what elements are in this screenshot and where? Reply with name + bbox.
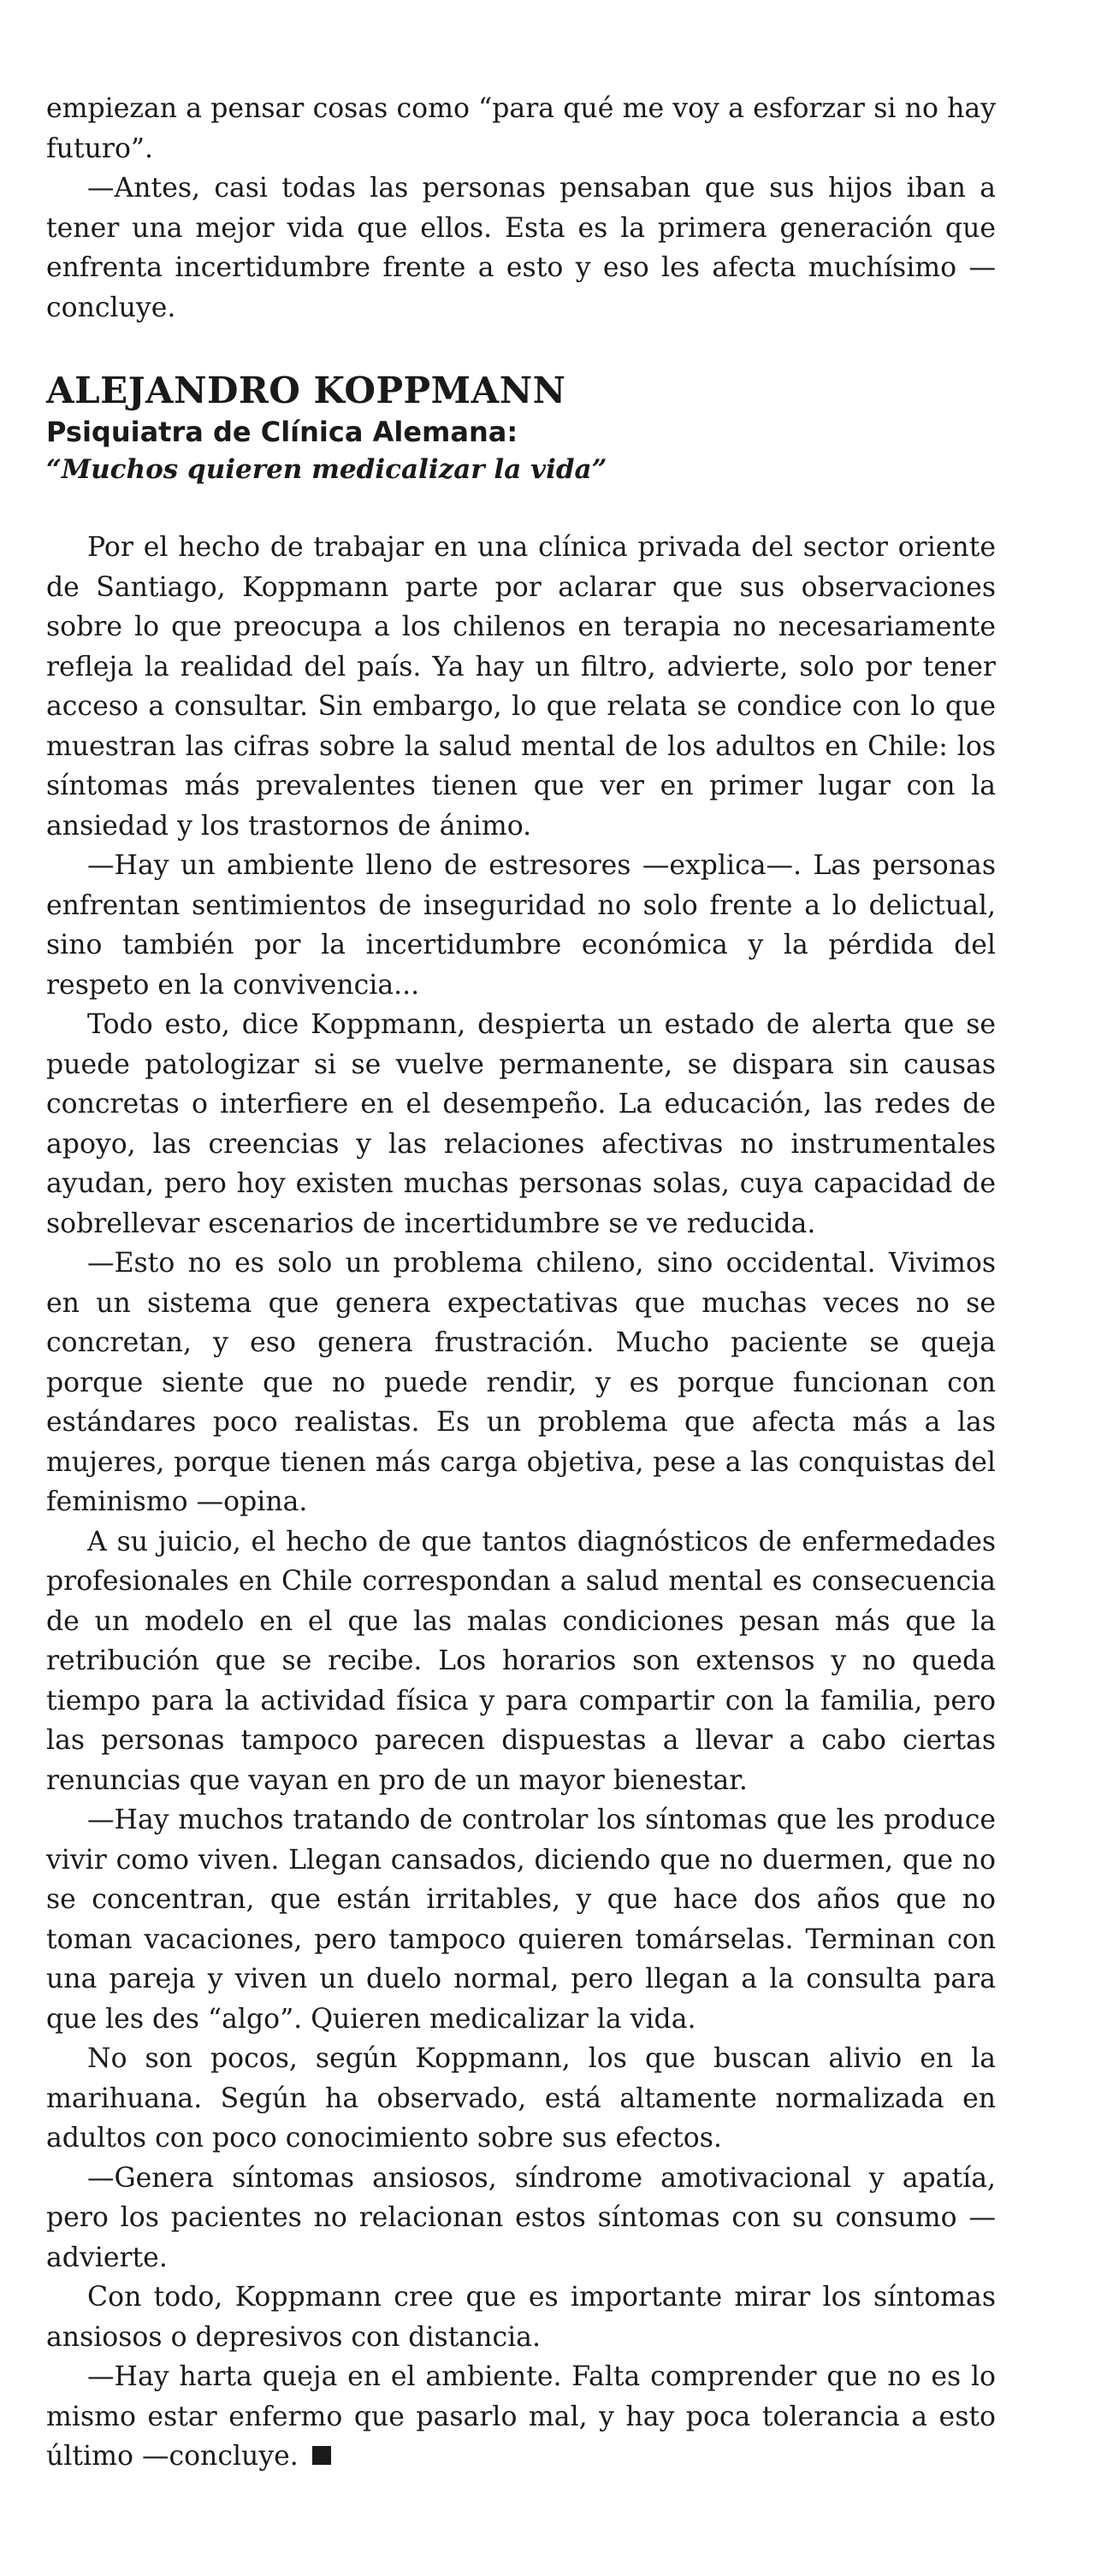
section-header — [46, 369, 996, 488]
end-of-article-square-icon — [312, 2446, 331, 2465]
intro-paragraph: empiezan a pensar cosas como “para qué me voy a esforzar si no hay futuro”. — [46, 93, 996, 164]
intro-paragraph: —Antes, casi todas las personas pensaban que sus hijos iban a tener una mejor vida que ellos. Esta es la primera generación que enfrenta incertidumbre frente a esto y eso les afecta muchísimo —concluye. — [46, 173, 996, 323]
interviewee-role: Psiquiatra de Clínica Alemana: — [46, 416, 518, 448]
body-paragraph: —Esto no es solo un problema chileno, sino occidental. Vivimos en un sistema que genera expectativas que muchas veces no se concretan, y eso genera frustración. Mucho paciente se queja porque siente que no puede rendir, y es porque funcionan con estándares poco realistas. Es un problema que afecta más a las mujeres, porque tienen más carga objetiva, pese a las conquistas del feminismo —opina. — [46, 1248, 996, 1517]
body-paragraph: Por el hecho de trabajar en una clínica privada del sector oriente de Santiago, Koppmann parte por aclarar que sus observaciones sobre lo que preocupa a los chilenos en terapia no necesariamente refleja la realidad del país. Ya hay un filtro, advierte, solo por tener acceso a consultar. Sin embargo, lo que relata se condice con lo que muestran las cifras sobre la salud mental de los adultos en Chile: los síntomas más prevalentes tienen que ver en primer lugar con la ansiedad y los trastornos de ánimo. — [46, 532, 996, 842]
article-page — [46, 89, 996, 2477]
body-paragraph: —Hay muchos tratando de controlar los síntomas que les produce vivir como viven. Llegan cansados, diciendo que no duermen, que no se concentran, que están irritables, y que hace dos años que no toman vacaciones, pero tampoco quieren tomárselas. Terminan con una pareja y viven un duelo normal, pero llegan a la consulta para que les des “algo”. Quieren medicalizar la vida. — [46, 1805, 996, 2035]
section-quote: “Muchos quieren medicalizar la vida” — [46, 454, 607, 485]
closing-paragraph — [46, 2357, 996, 2477]
interviewee-name: ALEJANDRO KOPPMANN — [46, 369, 566, 411]
body-paragraph: Con todo, Koppmann cree que es importante mirar los síntomas ansiosos o depresivos con distancia. — [46, 2282, 996, 2353]
body-paragraph: —Hay un ambiente lleno de estresores —explica—. Las personas enfrentan sentimientos de inseguridad no solo frente a lo delictual, sino también por la incertidumbre económica y la pérdida del respeto en la convivencia... — [46, 850, 996, 1001]
body-paragraph: Todo esto, dice Koppmann, despierta un estado de alerta que se puede patologizar si se vuelve permanente, se dispara sin causas concretas o interfiere en el desempeño. La educación, las redes de apoyo, las creencias y las relaciones afectivas no instrumentales ayudan, pero hoy existen muchas personas solas, cuya capacidad de sobrellevar escenarios de incertidumbre se ve reducida. — [46, 1009, 996, 1239]
body-paragraph: —Genera síntomas ansiosos, síndrome amotivacional y apatía, pero los pacientes no relacionan estos síntomas con su consumo —advierte. — [46, 2162, 996, 2273]
body-paragraph: A su juicio, el hecho de que tantos diagnósticos de enfermedades profesionales en Chile correspondan a salud mental es consecuencia de un modelo en el que las malas condiciones pesan más que la retribución que se recibe. Los horarios son extensos y no queda tiempo para la actividad física y para compartir con la familia, pero las personas tampoco parecen dispuestas a llevar a cabo ciertas renuncias que vayan en pro de un mayor bienestar. — [46, 1526, 996, 1796]
closing-text: —Hay harta queja en el ambiente. Falta comprender que no es lo mismo estar enfermo que pasarlo mal, y hay poca tolerancia a esto último —concluye. — [46, 2361, 996, 2472]
body-paragraph: No son pocos, según Koppmann, los que buscan alivio en la marihuana. Según ha observado, está altamente normalizada en adultos con poco conocimiento sobre sus efectos. — [46, 2043, 996, 2154]
